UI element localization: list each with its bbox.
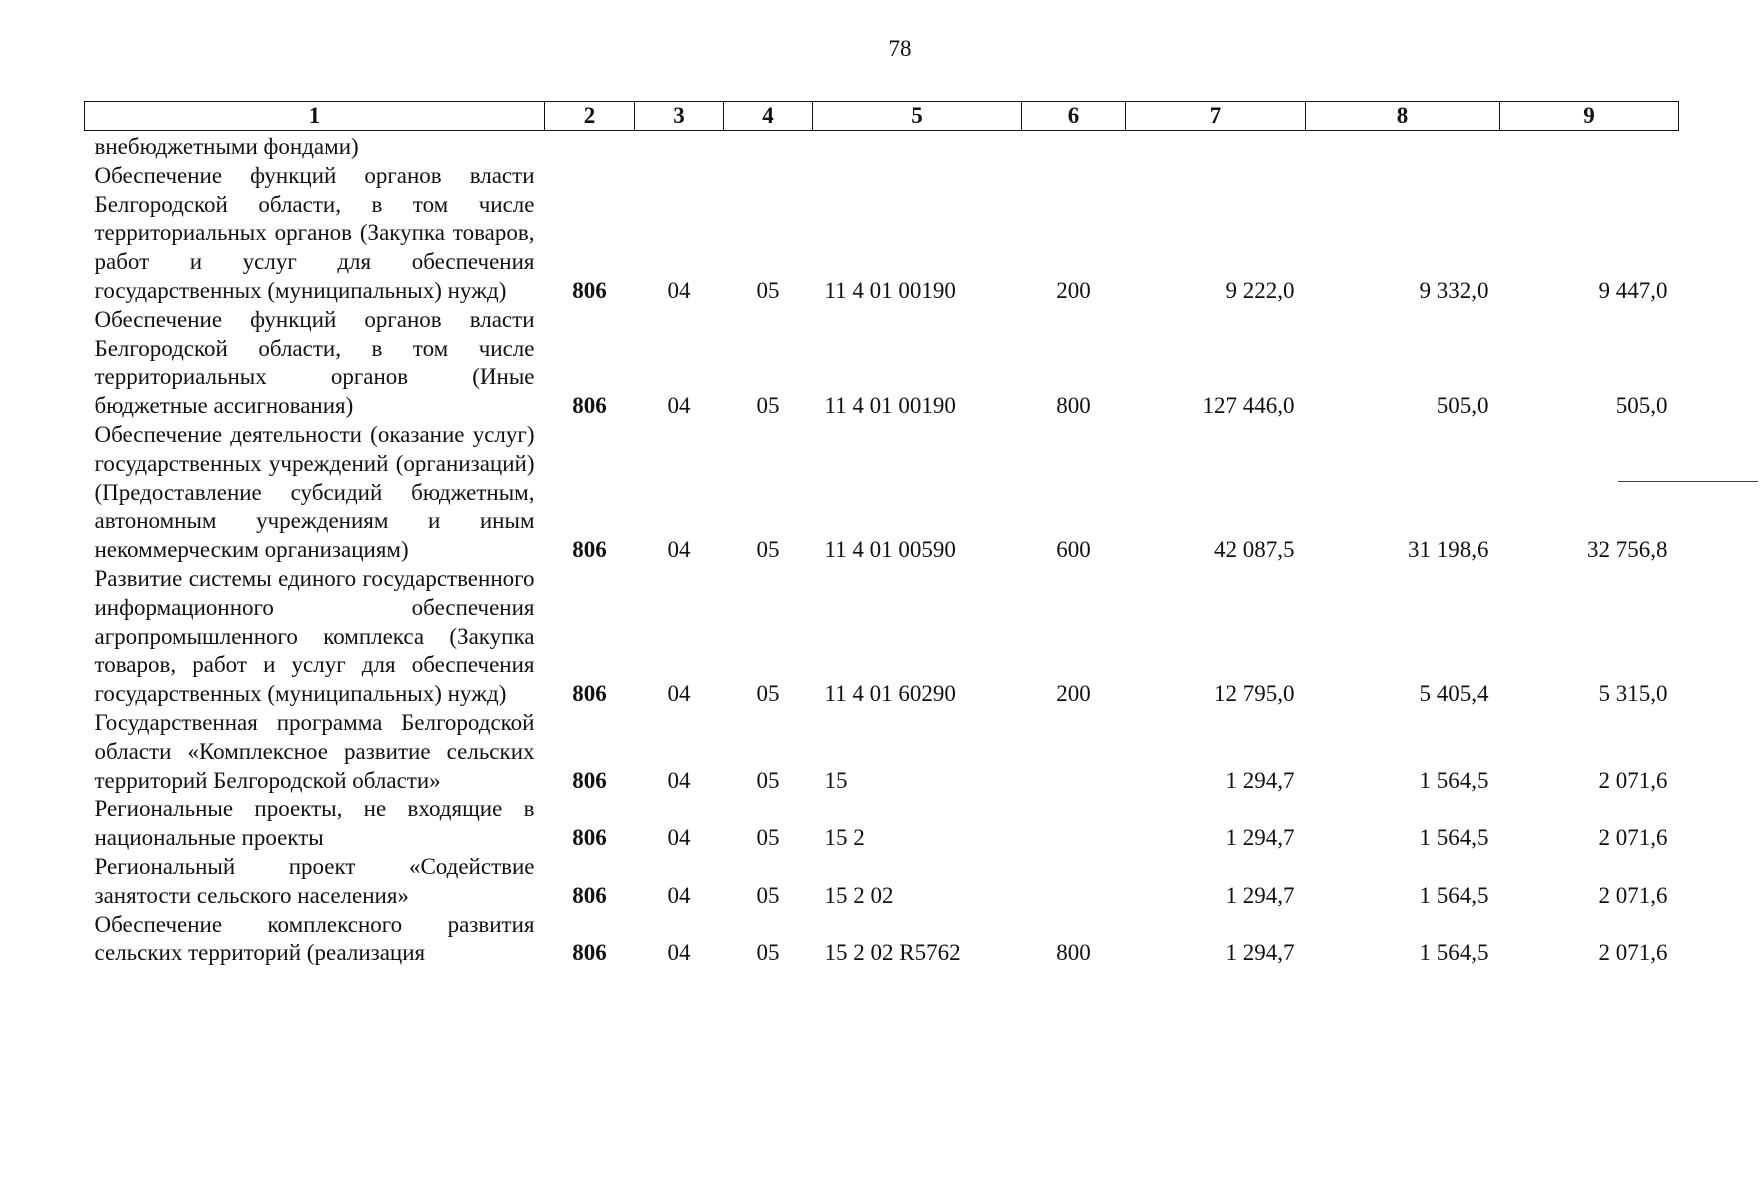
- column-header-8: 8: [1306, 102, 1500, 131]
- amount-col-8: 505,0: [1436, 393, 1489, 419]
- amount-col-8: 31 198,6: [1408, 537, 1489, 563]
- subsection-code: [724, 131, 813, 162]
- table-row: [85, 306, 1679, 421]
- target-article-code: 15 2: [824, 825, 865, 851]
- amount-col-9: 5 315,0: [1598, 681, 1668, 707]
- amount-col-8: 9 332,0: [1419, 277, 1489, 303]
- row-description: Обеспечение комплексного развития сельских территорий (реализация: [94, 911, 535, 966]
- amount-col-7: 42 087,5: [1214, 537, 1295, 563]
- ministry-code: 806: [572, 277, 607, 303]
- amount-col-8: [1306, 131, 1500, 162]
- row-description: Развитие системы единого государственного информационного обеспечения агропромышленного комплекса (Закупка товаров, работ и услуг для обеспечения государственных (муниципальных) нужд): [94, 565, 535, 707]
- amount-col-8: 1 564,5: [1419, 825, 1489, 851]
- subsection-code: 05: [756, 825, 780, 851]
- amount-col-8: 5 405,4: [1419, 681, 1489, 707]
- target-article-code: 15 2 02 R5762: [824, 940, 961, 966]
- expense-type-code: 800: [1056, 940, 1091, 966]
- budget-table: [84, 101, 1679, 968]
- table-row: [85, 709, 1679, 795]
- amount-col-7: 1 294,7: [1225, 767, 1295, 793]
- target-article-code: 15: [824, 767, 848, 793]
- table-row: [85, 565, 1679, 709]
- expense-type-code: 600: [1056, 537, 1091, 563]
- target-article-code: 11 4 01 60290: [824, 681, 956, 707]
- amount-col-9: 2 071,6: [1598, 767, 1668, 793]
- row-description: Государственная программа Белгородской области «Комплексное развитие сельских территорий Белгородской области»: [94, 709, 535, 793]
- subsection-code: 05: [756, 882, 780, 908]
- amount-col-7: 1 294,7: [1225, 882, 1295, 908]
- ministry-code: 806: [572, 393, 607, 419]
- section-code: 04: [667, 940, 691, 966]
- target-article-code: 11 4 01 00190: [824, 393, 956, 419]
- section-code: 04: [667, 825, 691, 851]
- expense-type-code: 200: [1056, 277, 1091, 303]
- row-description: Региональный проект «Содействие занятости сельского населения»: [94, 853, 535, 908]
- column-header-5: 5: [813, 102, 1022, 131]
- ministry-code: 806: [572, 882, 607, 908]
- section-code: 04: [667, 537, 691, 563]
- amount-col-7: 127 446,0: [1202, 393, 1295, 419]
- column-header-3: 3: [635, 102, 724, 131]
- ministry-code: 806: [572, 681, 607, 707]
- subsection-code: 05: [756, 767, 780, 793]
- amount-col-7: 1 294,7: [1225, 940, 1295, 966]
- section-code: 04: [667, 882, 691, 908]
- target-article-code: 11 4 01 00590: [824, 537, 956, 563]
- amount-col-8: 1 564,5: [1419, 940, 1489, 966]
- table-row: [85, 853, 1679, 911]
- ministry-code: 806: [572, 940, 607, 966]
- target-article-code: 11 4 01 00190: [824, 277, 956, 303]
- subsection-code: 05: [756, 537, 780, 563]
- amount-col-7: 1 294,7: [1225, 825, 1295, 851]
- section-code: [635, 131, 724, 162]
- margin-line-mark: [1618, 481, 1758, 482]
- column-header-2: 2: [545, 102, 635, 131]
- expense-type-code: [1022, 853, 1126, 911]
- expense-type-code: 800: [1056, 393, 1091, 419]
- amount-col-7: 9 222,0: [1225, 277, 1295, 303]
- page-number: 78: [888, 36, 912, 61]
- target-article-code: [813, 131, 1022, 162]
- amount-col-9: [1500, 131, 1679, 162]
- column-header-1: 1: [85, 102, 545, 131]
- row-description: Региональные проекты, не входящие в национальные проекты: [94, 796, 535, 851]
- amount-col-7: [1126, 131, 1306, 162]
- column-header-6: 6: [1022, 102, 1126, 131]
- section-code: 04: [667, 393, 691, 419]
- amount-col-8: 1 564,5: [1419, 882, 1489, 908]
- row-description: Обеспечение функций органов власти Белгородской области, в том числе территориальных органов (Закупка товаров, работ и услуг для обеспечения государственных (муниципальных) нужд): [94, 162, 535, 303]
- table-row: [85, 162, 1679, 306]
- amount-col-8: 1 564,5: [1419, 767, 1489, 793]
- section-code: 04: [667, 277, 691, 303]
- expense-type-code: 200: [1056, 681, 1091, 707]
- amount-col-7: 12 795,0: [1214, 681, 1295, 707]
- table-header-row: [85, 102, 1679, 131]
- ministry-code: 806: [572, 537, 607, 563]
- column-header-7: 7: [1126, 102, 1306, 131]
- table-row: [85, 131, 1679, 162]
- subsection-code: 05: [756, 681, 780, 707]
- expense-type-code: [1022, 131, 1126, 162]
- amount-col-9: 32 756,8: [1587, 537, 1668, 563]
- subsection-code: 05: [756, 940, 780, 966]
- table-row: [85, 795, 1679, 853]
- table-row: [85, 911, 1679, 969]
- ministry-code: 806: [572, 767, 607, 793]
- section-code: 04: [667, 767, 691, 793]
- ministry-code: 806: [572, 825, 607, 851]
- ministry-code: [545, 131, 635, 162]
- amount-col-9: 505,0: [1615, 393, 1668, 419]
- target-article-code: 15 2 02: [824, 882, 894, 908]
- subsection-code: 05: [756, 277, 780, 303]
- amount-col-9: 2 071,6: [1598, 940, 1668, 966]
- row-description: Обеспечение функций органов власти Белгородской области, в том числе территориальных органов (Иные бюджетные ассигнования): [94, 306, 535, 419]
- expense-type-code: [1022, 795, 1126, 853]
- column-header-9: 9: [1500, 102, 1679, 131]
- amount-col-9: 2 071,6: [1598, 882, 1668, 908]
- table-row: [85, 421, 1679, 565]
- row-description: Обеспечение деятельности (оказание услуг) государственных учреждений (организаций) (Предоставление субсидий бюджетным, автономным учреждениям и иным некоммерческим организациям): [94, 421, 535, 563]
- subsection-code: 05: [756, 393, 780, 419]
- section-code: 04: [667, 681, 691, 707]
- amount-col-9: 2 071,6: [1598, 825, 1668, 851]
- row-description: внебюджетными фондами): [94, 134, 359, 159]
- column-header-4: 4: [724, 102, 813, 131]
- amount-col-9: 9 447,0: [1598, 277, 1668, 303]
- expense-type-code: [1022, 709, 1126, 795]
